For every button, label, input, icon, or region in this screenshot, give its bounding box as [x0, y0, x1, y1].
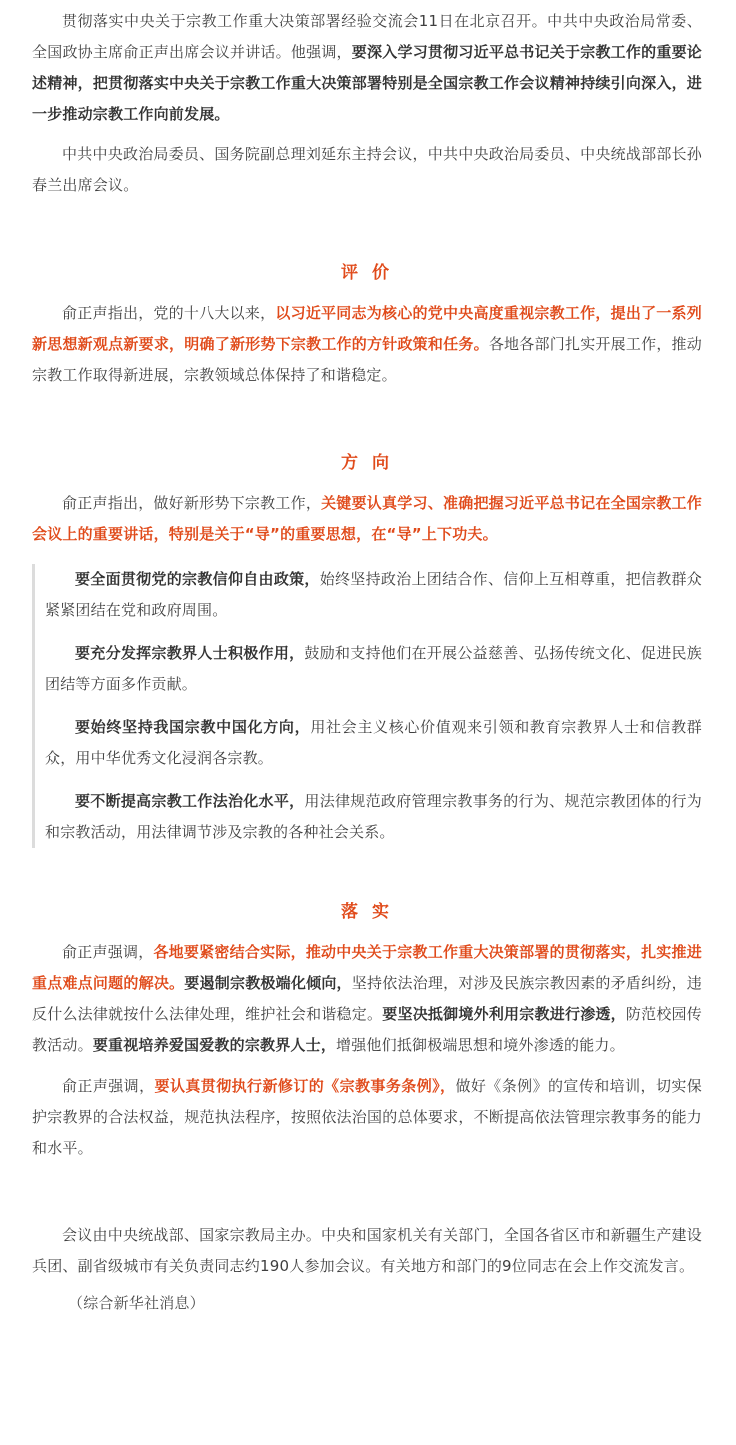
quote-text: 用社会主义核心价值观来引领和教育宗教界人士和信教群众，用中华优秀文化浸润各宗教。 [45, 718, 702, 767]
implementation-emphasis: 各地要紧密结合实际，推动中央关于宗教工作重大决策部署的贯彻落实，扎实推进重点难点问题的解决。 [32, 943, 702, 992]
direction-blockquote [32, 564, 702, 848]
quote-emphasis: 要充分发挥宗教界人士积极作用， [75, 644, 305, 662]
implementation-text: 防范校园传教活动。 [32, 1005, 702, 1054]
direction-paragraph [32, 488, 702, 550]
direction-emphasis: 关键要认真学习、准确把握习近平总书记在全国宗教工作会议上的重要讲话，特别是关于“导”的重要思想，在“导”上下功夫。 [32, 494, 702, 543]
implementation-text: 俞正声强调， [62, 943, 154, 961]
article-body [0, 6, 736, 1319]
intro-paragraph-1 [32, 6, 702, 130]
quote-item [45, 564, 702, 626]
quote-emphasis: 要始终坚持我国宗教中国化方向， [75, 718, 311, 736]
implementation-paragraph-2 [32, 1071, 702, 1164]
quote-item [45, 712, 702, 774]
intro-paragraph-2 [32, 139, 702, 201]
intro-text: 中共中央政治局委员、国务院副总理刘延东主持会议，中共中央政治局委员、中央统战部部长孙春兰出席会议。 [32, 145, 702, 194]
quote-text: 始终坚持政治上团结合作、信仰上互相尊重，把信教群众紧紧团结在党和政府周围。 [45, 570, 702, 619]
implementation-bold: 要重视培养爱国爱教的宗教界人士， [92, 1036, 337, 1054]
implementation-emphasis: 要认真贯彻执行新修订的《宗教事务条例》， [154, 1077, 456, 1095]
direction-text: 俞正声指出，做好新形势下宗教工作， [62, 494, 322, 512]
evaluation-paragraph [32, 298, 702, 391]
quote-item [45, 786, 702, 848]
intro-text: 贯彻落实中央关于宗教工作重大决策部署经验交流会11日在北京召开。中共中央政治局常委、全国政协主席俞正声出席会议并讲话。他强调， [32, 12, 702, 61]
implementation-bold: 要遏制宗教极端化倾向， [184, 974, 352, 992]
quote-text: 用法律规范政府管理宗教事务的行为、规范宗教团体的行为和宗教活动，用法律调节涉及宗教的各种社会关系。 [45, 792, 702, 841]
quote-item [45, 638, 702, 700]
quote-emphasis: 要不断提高宗教工作法治化水平， [75, 792, 305, 810]
implementation-text: 做好《条例》的宣传和培训，切实保护宗教界的合法权益，规范执法程序，按照依法治国的总体要求，不断提高依法管理宗教事务的能力和水平。 [32, 1077, 702, 1157]
intro-emphasis: 要深入学习贯彻习近平总书记关于宗教工作的重要论述精神，把贯彻落实中央关于宗教工作重大决策部署特别是全国宗教工作会议精神持续引向深入，进一步推动宗教工作向前发展。 [32, 43, 703, 123]
implementation-text: 俞正声强调， [62, 1077, 155, 1095]
quote-emphasis: 要全面贯彻党的宗教信仰自由政策， [75, 570, 320, 588]
news-source: （综合新华社消息） [68, 1294, 205, 1312]
implementation-text: 坚持依法治理，对涉及民族宗教因素的矛盾纠纷，违反什么法律就按什么法律处理，维护社会和谐稳定。 [32, 974, 702, 1023]
implementation-paragraph-1 [32, 937, 702, 1061]
section-heading-implementation: 落 实 [341, 902, 393, 922]
evaluation-text: 俞正声指出，党的十八大以来， [62, 304, 276, 322]
section-heading-direction: 方 向 [341, 453, 393, 473]
section-heading-evaluation: 评 价 [341, 263, 393, 283]
quote-text: 鼓励和支持他们在开展公益慈善、弘扬传统文化、促进民族团结等方面多作贡献。 [45, 644, 702, 693]
evaluation-text: 各地各部门扎实开展工作，推动宗教工作取得新进展，宗教领域总体保持了和谐稳定。 [32, 335, 702, 384]
closing-paragraph [32, 1220, 702, 1282]
implementation-bold: 要坚决抵御境外利用宗教进行渗透， [382, 1005, 626, 1023]
implementation-text: 增强他们抵御极端思想和境外渗透的能力。 [336, 1036, 625, 1054]
closing-text: 会议由中央统战部、国家宗教局主办。中央和国家机关有关部门，全国各省区市和新疆生产建设兵团、副省级城市有关负责同志约190人参加会议。有关地方和部门的9位同志在会上作交流发言。 [32, 1226, 702, 1275]
evaluation-emphasis: 以习近平同志为核心的党中央高度重视宗教工作，提出了一系列新思想新观点新要求，明确了新形势下宗教工作的方针政策和任务。 [32, 304, 702, 353]
